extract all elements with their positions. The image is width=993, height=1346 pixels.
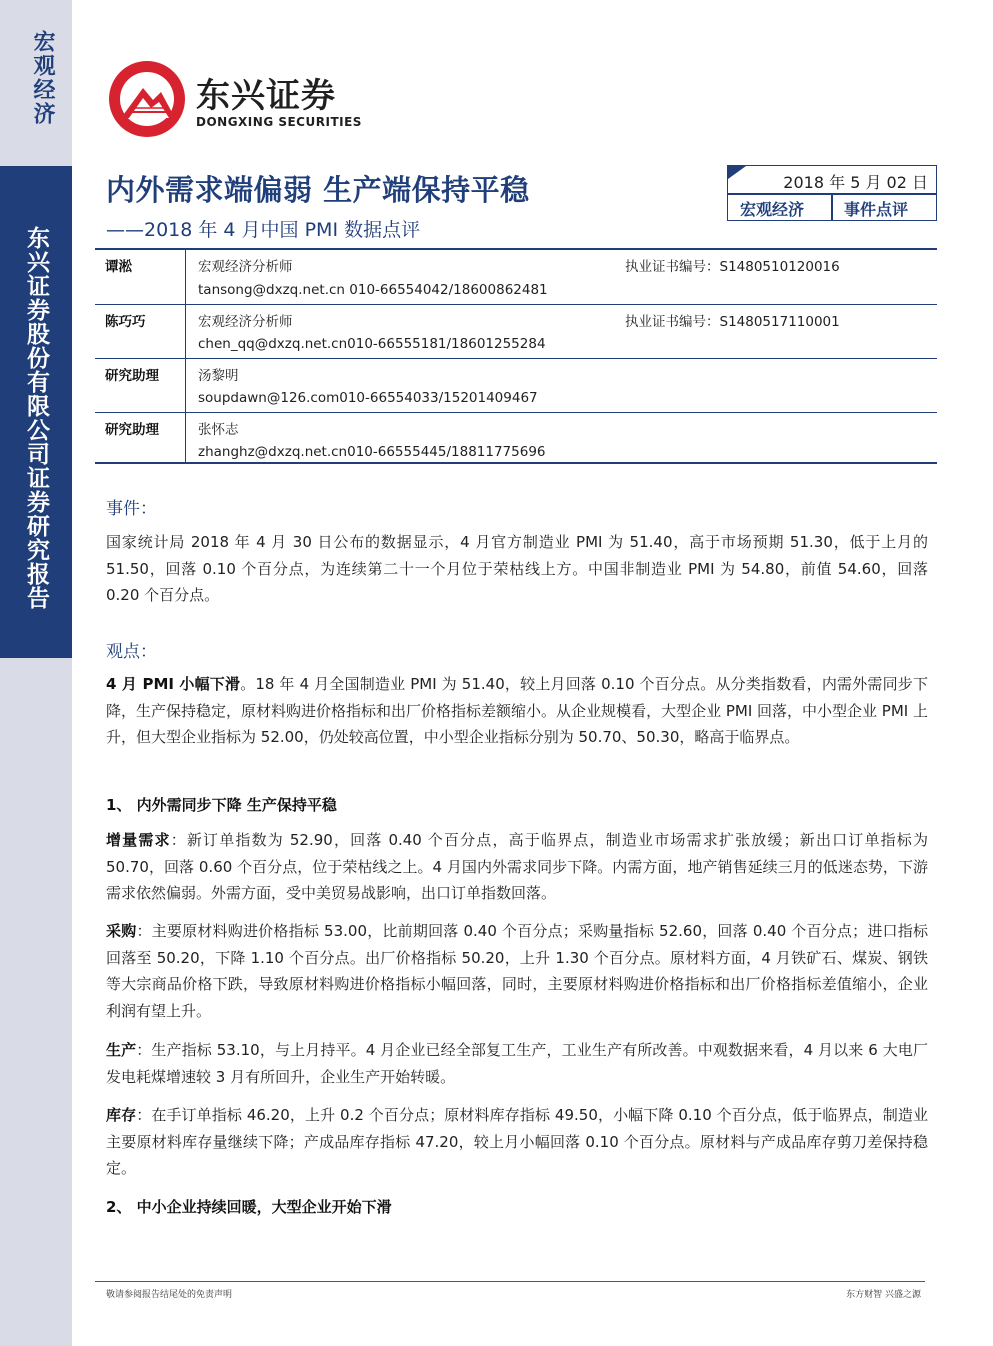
author-contact[interactable]: soupdawn@126.com010-66554033/15201409467 [198,390,538,406]
author-contact[interactable]: tansong@dxzq.net.cn 010-66554042/18600862481 [198,282,548,298]
footer-divider [95,1281,925,1282]
production-bold: 生产 [106,1041,137,1059]
logo-text-cn: 东兴证券 [196,76,336,116]
view-paragraph [106,671,928,751]
author-contact-row [95,277,937,304]
production-paragraph [106,1037,928,1090]
footer-slogan: 东方财智 兴盛之源 [846,1290,921,1300]
category-tag: 宏观经济 [740,200,805,219]
author-title: 张怀志 [198,422,239,438]
author-name: 研究助理 [105,422,159,438]
author-contact-row [95,385,937,412]
date-box [727,165,937,221]
author-contact-row [95,439,937,466]
author-table [95,248,937,464]
section-1-heading: 1、 内外需同步下降 生产保持平稳 [106,796,337,814]
inventory-paragraph [106,1102,928,1182]
author-name: 研究助理 [105,368,159,384]
purchase-bold: 采购 [106,922,137,940]
author-name: 谭淞 [105,259,132,275]
sidebar-company: 东兴证券股份有限公司证券研究报告 [23,226,49,610]
purchase-text: ：主要原材料购进价格指标 53.00，比前期回落 0.40 个百分点；采购量指标 52.60，回落 0.40 个百分点；进口指标回落至 50.20，下降 1.10 个百分点。出厂价格指标 50.20，上升 1.30 个百分点。原材料方面，4 月铁矿石、煤炭、钢铁等大宗商品价格下跌，导致原材料购进价格指标小幅回落，同时，主要原材料购进价格指标和出厂价格指标差值缩小，企业利润有望上升。 [106,922,928,1020]
demand-bold: 增量需求 [106,831,171,849]
view-lead-bold: 4 月 PMI 小幅下滑 [106,675,241,693]
author-contact-row [95,331,937,358]
author-name: 陈巧巧 [105,314,146,330]
corner-triangle-icon [728,166,746,179]
report-subtitle: ——2018 年 4 月中国 PMI 数据点评 [106,219,421,241]
demand-paragraph [106,827,928,907]
section-2-heading: 2、 中小企业持续回暖，大型企业开始下滑 [106,1198,392,1216]
type-tag: 事件点评 [844,200,909,219]
inventory-bold: 库存 [106,1106,137,1124]
sidebar-bottom [0,658,72,1346]
view-heading: 观点： [106,642,157,662]
event-paragraph: 国家统计局 2018 年 4 月 30 日公布的数据显示，4 月官方制造业 PMI 为 51.40，高于市场预期 51.30，低于上月的 51.50，回落 0.10 个百分点，为连续第二十一个月位于荣枯线上方。中国非制造业 PMI 为 54.80，前值 54.60，回落 0.20 个百分点。 [106,533,928,604]
author-cert: 执业证书编号：S1480517110001 [625,314,840,330]
view-lead-text: 。18 年 4 月全国制造业 PMI 为 51.40，较上月回落 0.10 个百分点。从分类指数看，内需外需同步下降，生产保持稳定，原材料购进价格指标和出厂价格指标差额缩小。从企业规模看，大型企业 PMI 回落，中小型企业 PMI 上升，但大型企业指标为 52.00，仍处较高位置，中小型企业指标分别为 50.70、50.30，略高于临界点。 [106,675,928,746]
sidebar-category: 宏观经济 [30,30,55,126]
author-contact[interactable]: zhanghz@dxzq.net.cn010-66555445/18811775696 [198,444,546,460]
demand-text: ：新订单指数为 52.90，回落 0.40 个百分点，高于临界点，制造业市场需求扩张放缓；新出口订单指标为 50.70，回落 0.60 个百分点，位于荣枯线之上。4 月国内外需求同步下降。内需方面，地产销售延续三月的低迷态势，下游需求依然偏弱。外需方面，受中美贸易战影响，出口订单指数回落。 [106,831,928,902]
event-heading: 事件： [106,499,157,519]
footer-disclaimer: 敬请参阅报告结尾处的免责声明 [106,1290,233,1300]
purchase-paragraph [106,918,928,1024]
company-logo-icon [105,58,189,140]
author-row [95,250,937,277]
author-title: 宏观经济分析师 [198,259,293,275]
logo-text-en: DONGXING SECURITIES [196,115,362,129]
production-text: ：生产指标 53.10，与上月持平。4 月企业已经全部复工生产，工业生产有所改善。中观数据来看，4 月以来 6 大电厂发电耗煤增速较 3 月有所回升，企业生产开始转暖。 [106,1041,928,1086]
author-cert: 执业证书编号：S1480510120016 [625,259,840,275]
report-date: 2018 年 5 月 02 日 [783,173,928,192]
author-contact[interactable]: chen_qq@dxzq.net.cn010-66555181/18601255284 [198,336,546,352]
report-title: 内外需求端偏弱 生产端保持平稳 [106,173,530,207]
author-row [95,304,937,331]
author-title: 汤黎明 [198,368,239,384]
author-title: 宏观经济分析师 [198,314,293,330]
tag-divider [831,193,833,220]
inventory-text: ：在手订单指标 46.20，上升 0.2 个百分点；原材料库存指标 49.50，小幅下降 0.10 个百分点，低于临界点，制造业主要原材料库存量继续下降；产成品库存指标 47.20，较上月小幅回落 0.10 个百分点。原材料与产成品库存剪刀差保持稳定。 [106,1106,928,1177]
author-row [95,412,937,439]
author-row [95,358,937,385]
